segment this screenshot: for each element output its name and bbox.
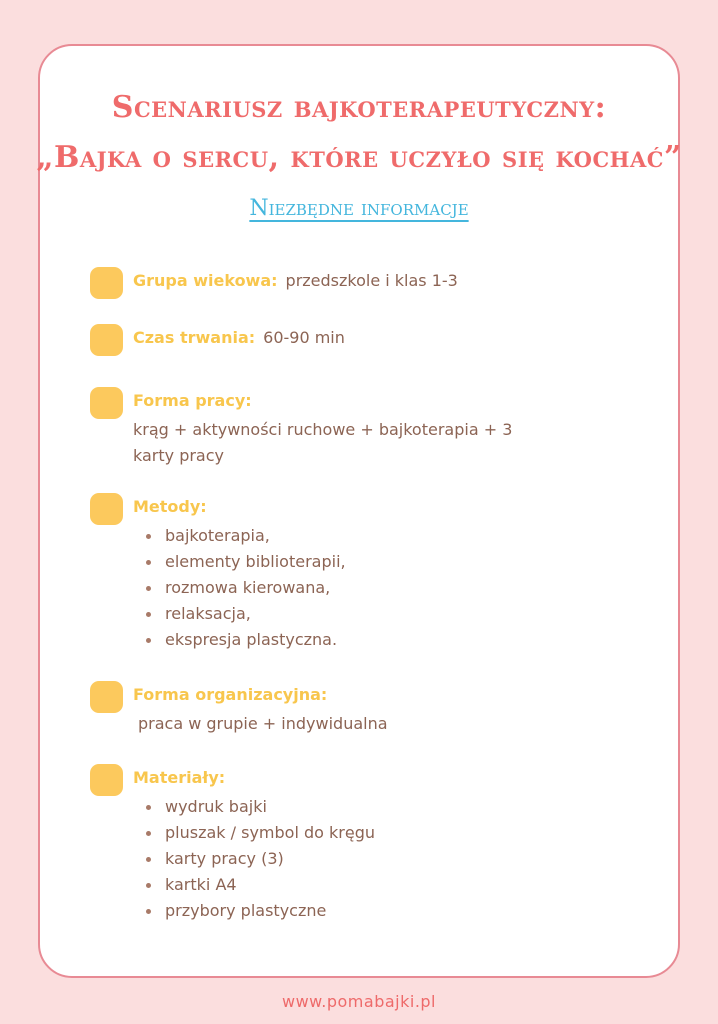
organization-value: praca w grupie + indywidualna: [138, 714, 388, 733]
subtitle: Niezbędne informacje: [249, 196, 469, 221]
section-duration: [90, 324, 650, 356]
work-form-label: Forma pracy:: [133, 391, 252, 410]
list-item: kartki A4: [133, 872, 375, 898]
age-group-label-text: Grupa wiekowa:: [133, 271, 278, 290]
duration-label-text: Czas trwania:: [133, 328, 256, 347]
section-organization: [90, 681, 650, 741]
age-group-label: [133, 271, 458, 290]
list-item: przybory plastyczne: [133, 898, 375, 924]
section-work-form: [90, 387, 650, 477]
section-marker: [90, 764, 123, 796]
list-item: bajkoterapia,: [133, 523, 346, 549]
section-marker: [90, 681, 123, 713]
section-marker: [90, 493, 123, 525]
list-item: elementy biblioterapii,: [133, 549, 346, 575]
footer-website-link[interactable]: www.pomabajki.pl: [281, 992, 436, 1011]
duration-label: [133, 328, 345, 347]
title-line-2: „Bajka o sercu, które uczyło się kochać”: [36, 140, 682, 175]
section-marker: [90, 387, 123, 419]
work-form-line-2: karty pracy: [133, 446, 224, 465]
organization-label: Forma organizacyjna:: [133, 685, 328, 704]
section-methods: [90, 493, 650, 663]
work-form-line-1: krąg + aktywności ruchowe + bajkoterapia + 3: [133, 420, 513, 439]
list-item: karty pracy (3): [133, 846, 375, 872]
materials-label: Materiały:: [133, 768, 226, 787]
list-item: wydruk bajki: [133, 794, 375, 820]
section-age-group: [90, 267, 650, 299]
age-group-value: przedszkole i klas 1-3: [285, 271, 458, 290]
section-materials: [90, 764, 650, 934]
list-item: rozmowa kierowana,: [133, 575, 346, 601]
section-marker: [90, 267, 123, 299]
duration-value: 60-90 min: [263, 328, 345, 347]
title-line-1: Scenariusz bajkoterapeutyczny:: [111, 90, 607, 125]
materials-list: [133, 794, 375, 924]
section-marker: [90, 324, 123, 356]
list-item: relaksacja,: [133, 601, 346, 627]
methods-label: Metody:: [133, 497, 207, 516]
list-item: ekspresja plastyczna.: [133, 627, 346, 653]
methods-list: [133, 523, 346, 653]
list-item: pluszak / symbol do kręgu: [133, 820, 375, 846]
